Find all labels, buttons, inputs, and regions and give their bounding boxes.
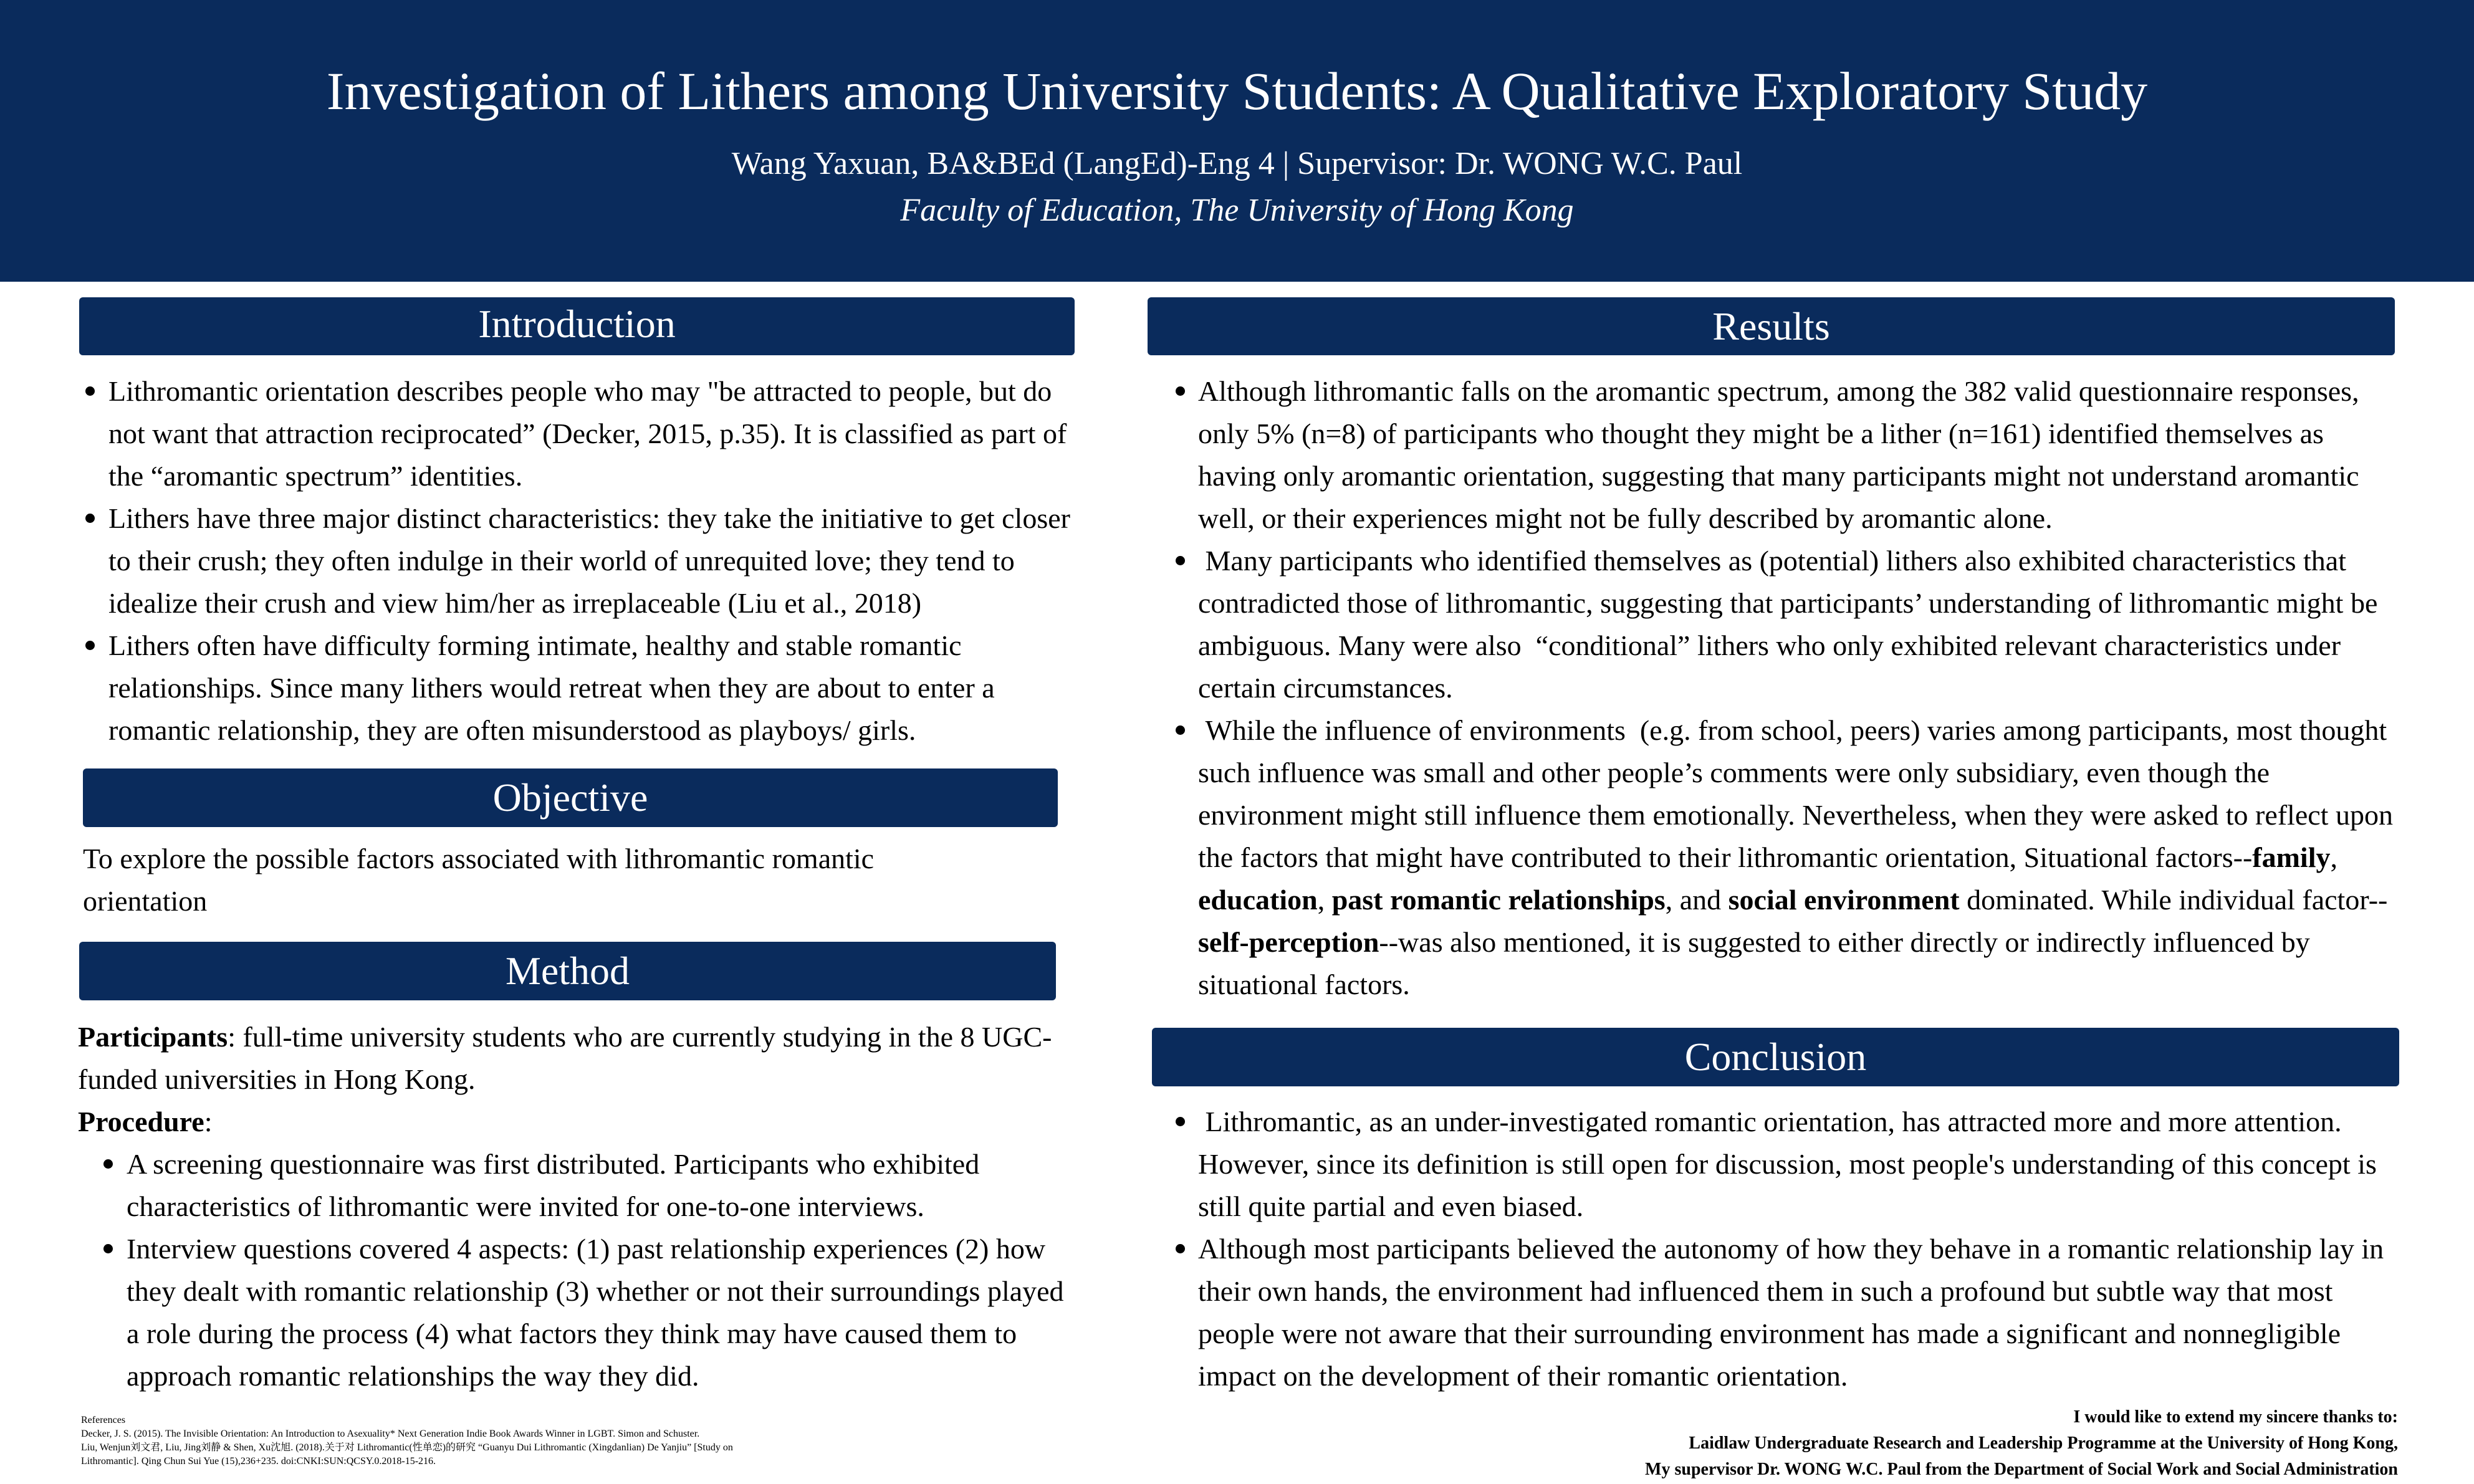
- participants-label: Participants: [78, 1021, 228, 1053]
- poster-title: Investigation of Lithers among University Students: A Qualitative Exploratory Study: [326, 61, 2148, 121]
- conclusion-bullet-text: Although most participants believed the autonomy of how they behave in a romantic relationship lay in their own hands, the environment had influenced them in such a profound but subtle way that most people were not aware that their surrounding environment has made a significant and nonnegligible impact on the development of their romantic orientation.: [1198, 1233, 2384, 1392]
- conclusion-bullet-list: [1174, 1101, 2402, 1397]
- conclusion-heading-bar: [1152, 1028, 2399, 1086]
- list-item: [102, 1143, 1081, 1228]
- method-heading: Method: [505, 949, 630, 993]
- results-text-run: dominated. While individual factor--: [1959, 884, 2388, 916]
- acknowledgement-line: Laidlaw Undergraduate Research and Leadership Programme at the University of Hong Kong,: [1689, 1434, 2398, 1453]
- procedure-bullet-text: A screening questionnaire was first distributed. Participants who exhibited characteristics of lithromantic were invited for one-to-one interviews.: [127, 1148, 980, 1222]
- conclusion-section: [1174, 1101, 2402, 1397]
- list-item: [84, 625, 1081, 752]
- introduction-bullet-text: Lithromantic orientation describes people who may "be attracted to people, but do not want that attraction reciprocated” (Decker, 2015, p.35). It is classified as part of the “aromantic spectrum” identities.: [108, 375, 1067, 492]
- procedure-colon: :: [204, 1106, 213, 1137]
- introduction-section: [84, 370, 1081, 752]
- references-heading: References: [81, 1415, 126, 1425]
- procedure-bullet-text: Interview questions covered 4 aspects: (1) past relationship experiences (2) how they dealt with romantic relationship (3) whether or not their surroundings played a role during the process (4) what factors they think may have caused them to approach romantic relationships the way they did.: [127, 1233, 1064, 1392]
- list-item: [84, 497, 1081, 625]
- list-item: [1174, 1228, 2402, 1397]
- introduction-heading: Introduction: [478, 301, 676, 346]
- procedure-paragraph: [78, 1101, 1081, 1143]
- results-text-run: --was also mentioned, it is suggested to either directly or indirectly influenced by situational factors.: [1198, 926, 2318, 1000]
- author-line: Wang Yaxuan, BA&BEd (LangEd)-Eng 4 | Supervisor: Dr. WONG W.C. Paul: [731, 146, 1743, 181]
- factor-past-romantic-relationships: past romantic relationships: [1331, 884, 1666, 916]
- factor-family: family: [2252, 841, 2331, 873]
- list-item: [1174, 709, 2402, 1006]
- results-bullet-text: [1198, 714, 2400, 1000]
- results-bullet-text: Many participants who identified themselves as (potential) lithers also exhibited characteristics that contradicted those of lithromantic, suggesting that participants’ understanding of lithromantic might be ambiguous. Many were also “conditional” lithers who only exhibited relevant characteristics under certain circumstances.: [1198, 545, 2385, 704]
- results-heading: Results: [1712, 304, 1830, 348]
- list-item: [84, 370, 1081, 497]
- references-section: [81, 1414, 954, 1468]
- results-text-run: ,: [1317, 884, 1332, 916]
- results-heading-bar: [1148, 297, 2395, 355]
- poster-header: [0, 0, 2474, 282]
- reference-item: Decker, J. S. (2015). The Invisible Orientation: An Introduction to Asexuality* Next Generation Indie Book Awards Winner in LGBT. Simon and Schuster.: [81, 1429, 700, 1439]
- objective-heading: Objective: [492, 775, 648, 820]
- factor-self-perception: self-perception: [1198, 926, 1379, 958]
- acknowledgement-line: My supervisor Dr. WONG W.C. Paul from the Department of Social Work and Social Administration: [1645, 1460, 2398, 1479]
- list-item: [1174, 370, 2402, 540]
- introduction-bullet-text: Lithers often have difficulty forming intimate, healthy and stable romantic relationships. Since many lithers would retreat when they are about to enter a romantic relationship, they are often misunderstood as playboys/ girls.: [108, 630, 995, 746]
- procedure-label: Procedure: [78, 1106, 204, 1137]
- acknowledgements-section: [1645, 1404, 2398, 1483]
- conclusion-bullet-text: Lithromantic, as an under-investigated romantic orientation, has attracted more and more attention. However, since its definition is still open for discussion, most people's understanding of this concept is still quite partial and even biased.: [1198, 1106, 2384, 1222]
- objective-text: To explore the possible factors associated with lithromantic romantic orientation: [83, 843, 875, 917]
- method-section: [78, 1016, 1081, 1397]
- introduction-bullet-text: Lithers have three major distinct characteristics: they take the initiative to get closer to their crush; they often indulge in their world of unrequited love; they tend to idealize their crush and view him/her as irreplaceable (Liu et al., 2018): [108, 502, 1070, 619]
- introduction-heading-bar: [79, 297, 1075, 355]
- list-item: [1174, 540, 2402, 709]
- factor-social-environment: social environment: [1728, 884, 1960, 916]
- objective-section: [83, 838, 980, 922]
- results-section: [1174, 370, 2402, 1006]
- results-text-run: , and: [1665, 884, 1728, 916]
- reference-item: Lithromantic]. Qing Chun Sui Yue (15),236+235. doi:CNKI:SUN:QCSY.0.2018-15-216.: [81, 1456, 436, 1467]
- list-item: [102, 1228, 1081, 1397]
- factor-education: education: [1198, 884, 1318, 916]
- method-heading-bar: [79, 942, 1056, 1000]
- participants-text: : full-time university students who are currently studying in the 8 UGC-funded universities in Hong Kong.: [78, 1021, 1052, 1095]
- reference-item: Liu, Wenjun刘文君, Liu, Jing刘静 & Shen, Xu沈旭. (2018).关于对 Lithromantic(性单恋)的研究 “Guanyu Dui Lithromantic (Xingdanlian) De Yanjiu” [Study on: [81, 1442, 733, 1453]
- procedure-bullet-list: [102, 1143, 1081, 1397]
- results-bullet-text: Although lithromantic falls on the aromantic spectrum, among the 382 valid questionnaire responses, only 5% (n=8) of participants who thought they might be a lither (n=161) identified themselves as having only aromantic orientation, suggesting that many participants might not understand aromantic well, or their experiences might not be fully described by aromantic alone.: [1198, 375, 2359, 534]
- introduction-bullet-list: [84, 370, 1081, 752]
- objective-heading-bar: [83, 768, 1058, 827]
- affiliation-line: Faculty of Education, The University of Hong Kong: [900, 193, 1574, 228]
- participants-paragraph: [78, 1016, 1081, 1101]
- conclusion-heading: Conclusion: [1684, 1035, 1867, 1079]
- results-bullet-list: [1174, 370, 2402, 1006]
- list-item: [1174, 1101, 2402, 1228]
- results-text-run: While the influence of environments (e.g. from school, peers) varies among participants, most thought such influence was small and other people’s comments were only subsidiary, even though the environment might still influence them emotionally. Nevertheless, when they were asked to reflect upon the factors that might have contributed to their lithromantic orientation, Situational factors--: [1198, 714, 2400, 873]
- acknowledgement-line: I would like to extend my sincere thanks to:: [2073, 1407, 2398, 1427]
- results-text-run: ,: [2330, 841, 2345, 873]
